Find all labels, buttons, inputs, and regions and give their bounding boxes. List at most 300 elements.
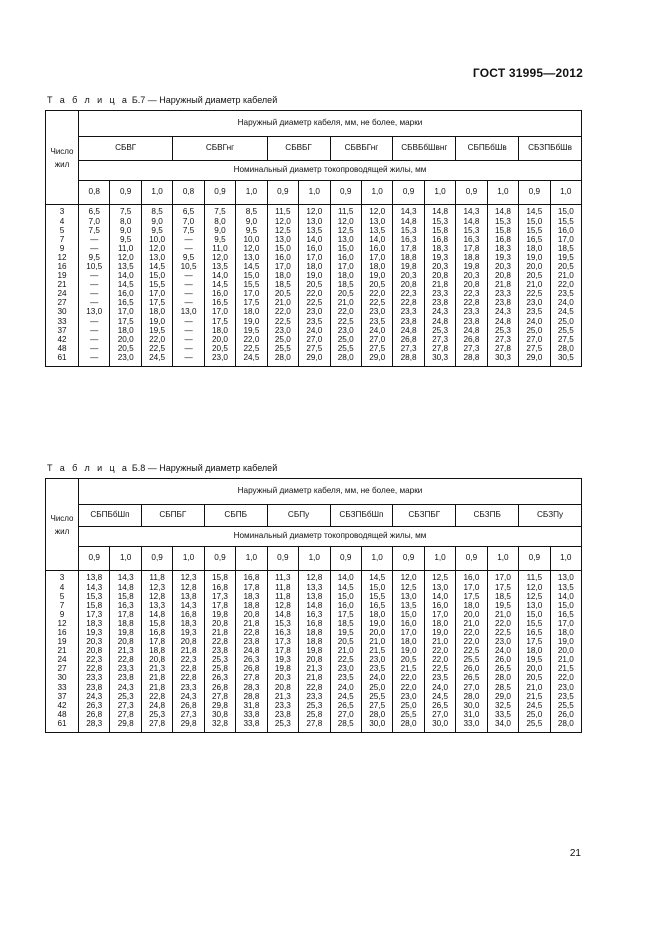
value-cell: 22,3 [393, 290, 424, 299]
value-cell: 13,0 [299, 217, 330, 226]
value-cell: 18,0 [519, 647, 550, 656]
value-cell: 28,8 [236, 692, 267, 701]
size-header: 0,9 [141, 547, 172, 571]
table-row [46, 244, 582, 253]
table-7-caption [47, 95, 277, 105]
table-row [46, 583, 582, 592]
value-cell: 27,3 [173, 710, 204, 719]
value-cell: 27,5 [550, 335, 581, 344]
value-cell: 24,0 [487, 647, 518, 656]
value-cell: 15,5 [550, 217, 581, 226]
value-cell: 15,0 [550, 601, 581, 610]
value-cell: 8,0 [110, 217, 141, 226]
value-cell: 18,8 [393, 253, 424, 262]
table-row [46, 665, 582, 674]
value-cell: 22,5 [267, 317, 298, 326]
value-cell: 27,8 [141, 720, 172, 733]
value-cell: 12,3 [173, 571, 204, 584]
value-cell: 15,0 [330, 592, 361, 601]
value-cell: 19,5 [550, 253, 581, 262]
value-cell: 24,3 [424, 308, 455, 317]
value-cell: 24,5 [424, 692, 455, 701]
size-header: 1,0 [299, 181, 330, 205]
table-8 [45, 478, 582, 733]
value-cell: 13,0 [173, 308, 204, 317]
size-header: 1,0 [173, 547, 204, 571]
brand-header: СБЗПБбШп [330, 505, 393, 527]
value-cell: 19,8 [299, 647, 330, 656]
value-cell: 24,5 [236, 354, 267, 367]
value-cell: 21,0 [424, 638, 455, 647]
value-cell: 17,0 [393, 629, 424, 638]
value-cell: 22,8 [110, 656, 141, 665]
value-cell: 14,8 [110, 583, 141, 592]
value-cell: 25,5 [361, 692, 392, 701]
brand-header: СБВБГ [267, 137, 330, 161]
value-cell: 13,3 [141, 601, 172, 610]
size-header: 1,0 [550, 181, 581, 205]
value-cell: 15,3 [456, 226, 487, 235]
value-cell: 22,0 [393, 674, 424, 683]
value-cell: 24,5 [550, 308, 581, 317]
value-cell: 9,5 [79, 253, 110, 262]
value-cell: 29,8 [110, 720, 141, 733]
value-cell: 12,8 [173, 583, 204, 592]
size-header: 1,0 [361, 181, 392, 205]
value-cell: 24,5 [330, 692, 361, 701]
value-cell: 21,0 [519, 281, 550, 290]
value-cell: 11,5 [267, 205, 298, 218]
value-cell: 27,3 [424, 335, 455, 344]
value-cell: 28,0 [456, 692, 487, 701]
value-cell: 19,3 [79, 629, 110, 638]
value-cell: 21,8 [141, 674, 172, 683]
value-cell: 22,5 [141, 344, 172, 353]
value-cell: 27,5 [299, 344, 330, 353]
value-cell: 19,0 [550, 638, 581, 647]
value-cell: 12,5 [424, 571, 455, 584]
value-cell: 20,3 [424, 263, 455, 272]
value-cell: 16,5 [110, 299, 141, 308]
value-cell: 7,0 [79, 217, 110, 226]
value-cell: 13,8 [173, 592, 204, 601]
value-cell: 15,3 [267, 619, 298, 628]
value-cell: 24,8 [393, 326, 424, 335]
value-cell: 25,8 [204, 665, 235, 674]
value-cell: 19,5 [487, 601, 518, 610]
value-cell: 23,5 [361, 665, 392, 674]
table-row [46, 335, 582, 344]
value-cell: 23,5 [424, 674, 455, 683]
value-cell: 17,0 [330, 263, 361, 272]
value-cell: 18,8 [299, 629, 330, 638]
brand-header: СБПБ [204, 505, 267, 527]
value-cell: 17,0 [141, 290, 172, 299]
core-count-cell: 5 [46, 592, 79, 601]
value-cell: 11,8 [267, 592, 298, 601]
value-cell: 25,3 [299, 701, 330, 710]
value-cell: 20,0 [204, 335, 235, 344]
value-cell: 22,5 [330, 317, 361, 326]
value-cell: 22,8 [173, 674, 204, 683]
value-cell: 24,3 [79, 692, 110, 701]
core-count-cell: 3 [46, 205, 79, 218]
value-cell: 30,3 [487, 354, 518, 367]
value-cell: 14,8 [141, 610, 172, 619]
value-cell: 23,8 [267, 710, 298, 719]
value-cell: 26,3 [236, 656, 267, 665]
value-cell: 27,5 [519, 344, 550, 353]
value-cell: 12,8 [267, 601, 298, 610]
value-cell: 28,0 [330, 354, 361, 367]
table-row [46, 656, 582, 665]
value-cell: 17,8 [236, 583, 267, 592]
value-cell: 16,0 [204, 290, 235, 299]
value-cell: 17,0 [550, 235, 581, 244]
value-cell: 21,8 [204, 629, 235, 638]
value-cell: 24,0 [299, 326, 330, 335]
value-cell: 18,0 [519, 244, 550, 253]
value-cell: 19,0 [519, 253, 550, 262]
value-cell: 34,0 [487, 720, 518, 733]
brand-header: СБПБбШв [456, 137, 519, 161]
value-cell: 26,0 [487, 656, 518, 665]
value-cell: 26,8 [393, 335, 424, 344]
value-cell: 16,8 [204, 583, 235, 592]
value-cell: 32,5 [487, 701, 518, 710]
value-cell: 17,0 [456, 583, 487, 592]
core-count-cell: 61 [46, 720, 79, 733]
value-cell: 12,0 [110, 253, 141, 262]
table-row [46, 720, 582, 733]
table-row [46, 317, 582, 326]
value-cell: 19,8 [393, 263, 424, 272]
value-cell: 11,8 [141, 571, 172, 584]
value-cell: 20,3 [79, 638, 110, 647]
value-cell: 17,5 [330, 610, 361, 619]
table-row [46, 629, 582, 638]
value-cell: 11,8 [267, 583, 298, 592]
value-cell: 26,8 [204, 683, 235, 692]
core-count-cell: 61 [46, 354, 79, 367]
value-cell: 14,8 [424, 205, 455, 218]
value-cell: 30,0 [361, 720, 392, 733]
value-cell: 22,8 [393, 299, 424, 308]
value-cell: 9,0 [204, 226, 235, 235]
brand-header: СБПБбШп [79, 505, 142, 527]
value-cell: — [79, 235, 110, 244]
value-cell: 7,5 [173, 226, 204, 235]
core-count-cell: 24 [46, 290, 79, 299]
value-cell: 17,5 [110, 317, 141, 326]
value-cell: 16,8 [141, 629, 172, 638]
value-cell: 23,0 [519, 299, 550, 308]
value-cell: 13,0 [79, 308, 110, 317]
value-cell: 20,8 [299, 656, 330, 665]
value-cell: 23,3 [173, 683, 204, 692]
value-cell: 19,0 [236, 317, 267, 326]
value-cell: 23,3 [393, 308, 424, 317]
value-cell: 25,0 [361, 683, 392, 692]
table-row [46, 354, 582, 367]
value-cell: 22,0 [550, 281, 581, 290]
value-cell: 16,3 [267, 629, 298, 638]
value-cell: 17,0 [110, 308, 141, 317]
value-cell: 20,5 [519, 674, 550, 683]
value-cell: 27,3 [110, 701, 141, 710]
value-cell: 20,8 [267, 683, 298, 692]
value-cell: — [79, 344, 110, 353]
table-row [46, 281, 582, 290]
value-cell: 15,0 [267, 244, 298, 253]
table-row [46, 299, 582, 308]
value-cell: 24,3 [487, 308, 518, 317]
value-cell: 17,0 [424, 610, 455, 619]
value-cell: 20,8 [173, 638, 204, 647]
value-cell: 16,8 [236, 571, 267, 584]
value-cell: 14,5 [330, 583, 361, 592]
value-cell: 14,5 [141, 263, 172, 272]
value-cell: 16,3 [393, 235, 424, 244]
value-cell: 17,8 [456, 244, 487, 253]
value-cell: 15,8 [204, 571, 235, 584]
value-cell: 24,8 [236, 647, 267, 656]
value-cell: 19,5 [519, 656, 550, 665]
value-cell: 20,3 [267, 674, 298, 683]
value-cell: 22,5 [456, 647, 487, 656]
value-cell: 27,3 [393, 344, 424, 353]
size-header: 0,9 [330, 181, 361, 205]
value-cell: 23,0 [393, 692, 424, 701]
value-cell: 12,8 [141, 592, 172, 601]
value-cell: 14,0 [330, 571, 361, 584]
value-cell: 30,0 [424, 720, 455, 733]
value-cell: 18,0 [236, 308, 267, 317]
value-cell: 12,3 [141, 583, 172, 592]
value-cell: 24,8 [141, 701, 172, 710]
value-cell: 18,0 [330, 272, 361, 281]
value-cell: 13,0 [424, 583, 455, 592]
table-row [46, 692, 582, 701]
value-cell: 29,0 [299, 354, 330, 367]
value-cell: 15,0 [330, 244, 361, 253]
table-row [46, 592, 582, 601]
value-cell: 21,0 [550, 272, 581, 281]
value-cell: 10,5 [173, 263, 204, 272]
value-cell: 23,0 [267, 326, 298, 335]
value-cell: 27,8 [204, 692, 235, 701]
size-header: 0,9 [204, 547, 235, 571]
value-cell: 22,8 [79, 665, 110, 674]
value-cell: 12,5 [519, 592, 550, 601]
value-cell: 25,5 [519, 720, 550, 733]
value-cell: 20,0 [550, 647, 581, 656]
value-cell: 28,0 [550, 344, 581, 353]
count-header: Число жил [46, 111, 79, 205]
value-cell: 9,0 [110, 226, 141, 235]
value-cell: 15,8 [79, 601, 110, 610]
value-cell: 18,0 [456, 601, 487, 610]
value-cell: 18,0 [204, 326, 235, 335]
brand-header: СБЗПБбШв [519, 137, 582, 161]
value-cell: 22,5 [424, 665, 455, 674]
value-cell: — [173, 326, 204, 335]
value-cell: 23,8 [393, 317, 424, 326]
value-cell: 21,8 [173, 647, 204, 656]
table-row [46, 272, 582, 281]
value-cell: 21,3 [299, 665, 330, 674]
value-cell: 24,3 [110, 683, 141, 692]
value-cell: 19,3 [267, 656, 298, 665]
value-cell: 11,0 [110, 244, 141, 253]
count-header: Число жил [46, 479, 79, 571]
value-cell: 14,3 [393, 205, 424, 218]
value-cell: 24,8 [424, 317, 455, 326]
value-cell: 24,0 [361, 674, 392, 683]
value-cell: 16,0 [110, 290, 141, 299]
core-count-cell: 37 [46, 692, 79, 701]
value-cell: 15,5 [361, 592, 392, 601]
value-cell: 22,0 [456, 638, 487, 647]
core-count-cell: 9 [46, 610, 79, 619]
table-row [46, 610, 582, 619]
value-cell: 16,3 [299, 610, 330, 619]
value-cell: 20,8 [141, 656, 172, 665]
table-row [46, 290, 582, 299]
value-cell: 20,0 [456, 610, 487, 619]
value-cell: 18,0 [424, 619, 455, 628]
size-header: 1,0 [299, 547, 330, 571]
table-row [46, 205, 582, 218]
value-cell: 19,0 [141, 317, 172, 326]
table-row [46, 263, 582, 272]
value-cell: 14,0 [110, 272, 141, 281]
value-cell: 24,0 [519, 317, 550, 326]
value-cell: 15,3 [487, 217, 518, 226]
value-cell: 20,5 [519, 272, 550, 281]
value-cell: 13,0 [236, 253, 267, 262]
value-cell: 12,0 [393, 571, 424, 584]
value-cell: 20,0 [361, 629, 392, 638]
value-cell: 23,0 [204, 354, 235, 367]
value-cell: 11,5 [330, 205, 361, 218]
value-cell: 9,0 [236, 217, 267, 226]
brand-header: СБПу [267, 505, 330, 527]
value-cell: 23,3 [456, 308, 487, 317]
value-cell: 21,0 [456, 619, 487, 628]
value-cell: 24,8 [487, 317, 518, 326]
value-cell: 19,5 [236, 326, 267, 335]
value-cell: 20,8 [79, 647, 110, 656]
size-header: 1,0 [487, 547, 518, 571]
value-cell: 20,0 [519, 665, 550, 674]
value-cell: — [173, 244, 204, 253]
value-cell: 20,5 [267, 290, 298, 299]
value-cell: 23,8 [204, 647, 235, 656]
table-7-caption-text: Б.7 — Наружный диаметр кабелей [129, 95, 278, 105]
value-cell: 23,0 [299, 308, 330, 317]
value-cell: 22,8 [299, 683, 330, 692]
core-count-cell: 30 [46, 674, 79, 683]
core-count-cell: 4 [46, 583, 79, 592]
value-cell: 21,5 [550, 665, 581, 674]
value-cell: 25,0 [550, 317, 581, 326]
value-cell: 15,8 [110, 592, 141, 601]
size-header: 0,9 [519, 181, 550, 205]
value-cell: 18,0 [110, 326, 141, 335]
value-cell: 18,5 [267, 281, 298, 290]
core-count-cell: 37 [46, 326, 79, 335]
value-cell: 25,3 [424, 326, 455, 335]
table-row [46, 235, 582, 244]
value-cell: — [173, 235, 204, 244]
value-cell: 17,3 [204, 592, 235, 601]
value-cell: 20,3 [393, 272, 424, 281]
value-cell: 12,5 [267, 226, 298, 235]
value-cell: 17,0 [204, 308, 235, 317]
value-cell: 24,0 [550, 299, 581, 308]
value-cell: 26,5 [456, 674, 487, 683]
value-cell: 20,5 [550, 263, 581, 272]
core-count-cell: 16 [46, 629, 79, 638]
value-cell: 14,5 [519, 205, 550, 218]
value-cell: 23,8 [79, 683, 110, 692]
value-cell: 14,5 [361, 571, 392, 584]
size-header: 1,0 [550, 547, 581, 571]
value-cell: 17,0 [236, 290, 267, 299]
value-cell: 9,5 [236, 226, 267, 235]
value-cell: 15,5 [519, 619, 550, 628]
value-cell: 28,5 [330, 720, 361, 733]
table-row [46, 308, 582, 317]
value-cell: 21,5 [519, 692, 550, 701]
value-cell: 17,8 [204, 601, 235, 610]
value-cell: 9,5 [173, 253, 204, 262]
core-count-cell: 5 [46, 226, 79, 235]
value-cell: 13,0 [550, 571, 581, 584]
table7-grid [45, 110, 582, 367]
value-cell: 23,0 [487, 638, 518, 647]
value-cell: 28,0 [361, 710, 392, 719]
brand-title-header: Наружный диаметр кабеля, мм, не более, марки [79, 479, 582, 505]
value-cell: 28,8 [393, 354, 424, 367]
value-cell: 14,0 [550, 592, 581, 601]
value-cell: 26,8 [173, 701, 204, 710]
value-cell: 22,3 [173, 656, 204, 665]
standard-header: ГОСТ 31995—2012 [472, 66, 583, 80]
value-cell: 8,5 [141, 205, 172, 218]
value-cell: 18,5 [330, 281, 361, 290]
core-count-cell: 42 [46, 701, 79, 710]
table-row [46, 226, 582, 235]
value-cell: 15,0 [236, 272, 267, 281]
value-cell: 23,3 [110, 665, 141, 674]
value-cell: 16,0 [299, 244, 330, 253]
value-cell: 16,0 [550, 226, 581, 235]
value-cell: 29,8 [204, 701, 235, 710]
value-cell: — [79, 244, 110, 253]
value-cell: 18,8 [299, 638, 330, 647]
brand-header: СБЗПБГ [393, 505, 456, 527]
table-row [46, 701, 582, 710]
value-cell: 23,3 [424, 290, 455, 299]
value-cell: 28,0 [487, 674, 518, 683]
core-count-cell: 16 [46, 263, 79, 272]
value-cell: 19,8 [110, 629, 141, 638]
value-cell: 20,5 [330, 290, 361, 299]
brand-header: СБВГнг [173, 137, 267, 161]
value-cell: — [173, 281, 204, 290]
